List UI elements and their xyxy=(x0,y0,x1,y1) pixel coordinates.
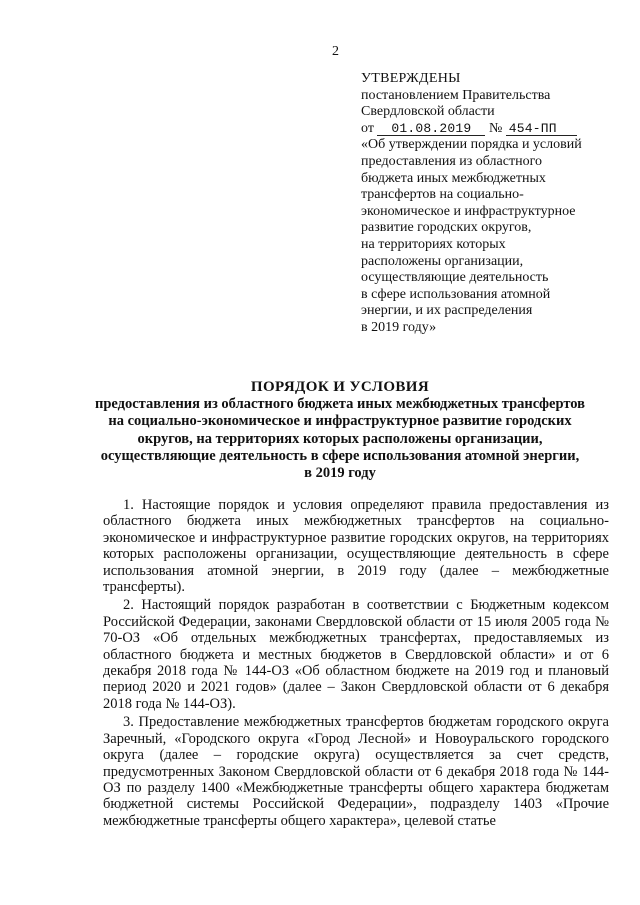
approval-title-line: расположены организации, xyxy=(361,253,524,269)
approval-block xyxy=(361,71,631,337)
approval-line-2: Свердловской области xyxy=(361,104,495,120)
document-title xyxy=(70,379,610,482)
approval-title-line: в сфере использования атомной xyxy=(361,286,551,302)
approval-date-number-line xyxy=(361,121,631,138)
approval-title-line: энергии, и их распределения xyxy=(361,303,533,319)
number-prefix: № xyxy=(488,120,503,136)
approval-date: 01.08.2019 xyxy=(377,122,485,136)
approval-title-line: трансфертов на социально- xyxy=(361,187,524,203)
document-body xyxy=(103,497,609,831)
approval-title-line: в 2019 году» xyxy=(361,319,437,335)
paragraph-2: 2. Настоящий порядок разработан в соответствии с Бюджетным кодексом Российской Федерации, законами Свердловской области от 15 июля 2005 года № 70-ОЗ «Об отдельных межбюджетных трансфертах, предоставляемых из областного бюджета и местных бюджетов в Свердловской области» и от 6 декабря 2018 года № 144-ОЗ «Об областном бюджете на 2019 год и плановый период 2020 и 2021 годов» (далее – Закон Свердловской области от 6 декабря 2018 года № 144-ОЗ). xyxy=(103,597,609,712)
date-prefix: от xyxy=(361,120,374,136)
approval-title-line: осуществляющие деятельность xyxy=(361,270,549,286)
title-subtitle-line: в 2019 году xyxy=(304,465,376,482)
approval-number: 454-ПП xyxy=(506,122,577,136)
approval-title-line: предоставления из областного xyxy=(361,153,542,169)
paragraph-3: 3. Предоставление межбюджетных трансфертов бюджетам городского округа Заречный, «Городского округа «Город Лесной» и Новоуральского городского округа (далее – городские округа) осуществляется за счет средств, предусмотренных Законом Свердловской области от 6 декабря 2018 года № 144-ОЗ по разделу 1400 «Межбюджетные трансферты общего характера бюджетам бюджетной системы Российской Федерации», подразделу 1403 «Прочие межбюджетные трансферты общего характера», целевой статье xyxy=(103,714,609,829)
approval-title-line: развитие городских округов, xyxy=(361,220,532,236)
title-subtitle-line: осуществляющие деятельность в сфере использования атомной энергии, xyxy=(100,447,580,464)
title-subtitle-line: на социально-экономическое и инфраструктурное развитие городских xyxy=(108,413,572,430)
page-number: 2 xyxy=(332,44,339,59)
approval-title-line: на территориях которых xyxy=(361,236,506,252)
approval-title-line: экономическое и инфраструктурное xyxy=(361,203,576,219)
approval-title-line: «Об утверждении порядка и условий xyxy=(361,137,582,153)
approval-heading: УТВЕРЖДЕНЫ xyxy=(361,71,461,86)
approval-title-line: бюджета иных межбюджетных xyxy=(361,170,546,186)
title-subtitle-line: предоставления из областного бюджета иных межбюджетных трансфертов xyxy=(95,396,585,413)
approval-line-1: постановлением Правительства xyxy=(361,87,551,103)
title-main: ПОРЯДОК И УСЛОВИЯ xyxy=(250,379,430,395)
paragraph-1: 1. Настоящие порядок и условия определяют правила предоставления из областного бюджета иных межбюджетных трансфертов на социально-экономическое и инфраструктурное развитие городских округов, на территориях которых расположены организации, осуществляющие деятельность в сфере использования атомной энергии, в 2019 году (далее – межбюджетные трансферты). xyxy=(103,497,609,596)
title-subtitle-line: округов, на территориях которых расположены организации, xyxy=(137,430,543,447)
